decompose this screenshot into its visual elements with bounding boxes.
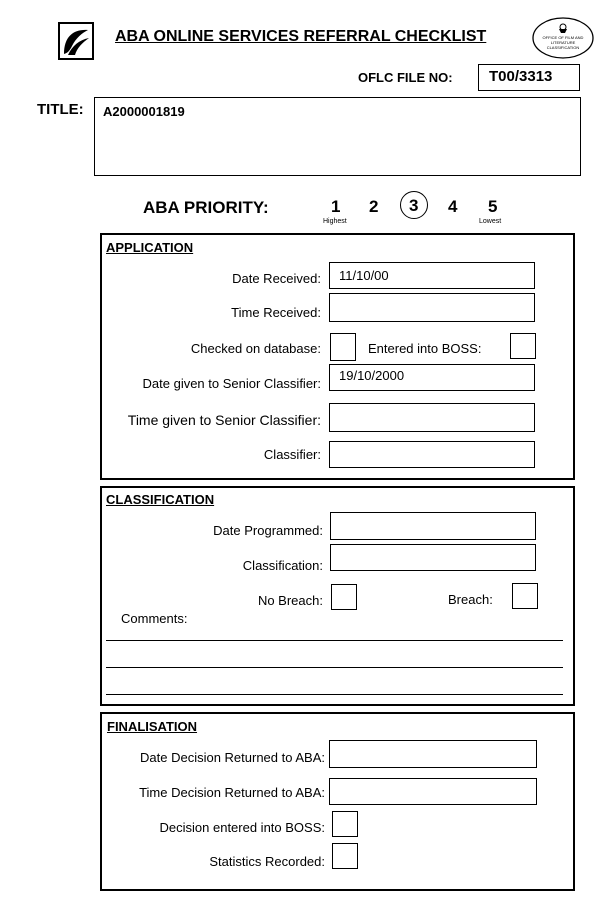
priority-option-3: 3 bbox=[409, 196, 419, 215]
priority-option-2[interactable]: 2 bbox=[369, 197, 379, 216]
statistics-recorded-label: Statistics Recorded: bbox=[209, 854, 325, 869]
comments-line-3[interactable] bbox=[106, 694, 563, 695]
checked-database-checkbox[interactable] bbox=[330, 333, 356, 361]
time-senior-classifier-field[interactable] bbox=[329, 403, 535, 432]
date-received-label: Date Received: bbox=[232, 271, 321, 286]
time-decision-returned-label: Time Decision Returned to ABA: bbox=[139, 785, 325, 800]
seal-text: OFFICE OF FILM AND LITERATURE CLASSIFICATION bbox=[542, 35, 584, 50]
checked-database-label: Checked on database: bbox=[190, 341, 321, 356]
priority-option-5[interactable]: 5 bbox=[488, 197, 498, 216]
no-breach-checkbox[interactable] bbox=[331, 584, 357, 610]
classifier-label: Classifier: bbox=[263, 447, 321, 462]
date-senior-classifier-value: 19/10/2000 bbox=[339, 368, 405, 383]
priority-label: ABA PRIORITY: bbox=[143, 198, 269, 217]
date-senior-classifier-label: Date given to Senior Classifier: bbox=[142, 376, 321, 391]
date-senior-classifier-field[interactable] bbox=[329, 364, 535, 391]
date-received-field[interactable] bbox=[329, 262, 535, 289]
entered-boss-checkbox[interactable] bbox=[510, 333, 536, 359]
title-field[interactable] bbox=[94, 97, 581, 176]
classification-heading: CLASSIFICATION bbox=[106, 492, 215, 507]
comments-line-2[interactable] bbox=[106, 667, 563, 668]
priority-option-4[interactable]: 4 bbox=[448, 197, 458, 216]
comments-label: Comments: bbox=[121, 611, 188, 626]
decision-boss-label: Decision entered into BOSS: bbox=[159, 820, 325, 835]
priority-lowest-label: Lowest bbox=[479, 218, 502, 225]
priority-option-1[interactable]: 1 bbox=[331, 197, 341, 216]
time-received-field[interactable] bbox=[329, 293, 535, 322]
breach-checkbox[interactable] bbox=[512, 583, 538, 609]
classifier-field[interactable] bbox=[329, 441, 535, 468]
form-title: ABA ONLINE SERVICES REFERRAL CHECKLIST bbox=[115, 28, 487, 45]
file-no-field[interactable] bbox=[478, 64, 580, 91]
title-label: TITLE: bbox=[37, 101, 84, 118]
time-received-label: Time Received: bbox=[231, 305, 321, 320]
date-programmed-field[interactable] bbox=[330, 512, 536, 540]
title-value: A2000001819 bbox=[103, 104, 185, 119]
finalisation-heading: FINALISATION bbox=[107, 719, 198, 734]
date-programmed-label: Date Programmed: bbox=[213, 523, 323, 538]
oflc-seal bbox=[532, 17, 594, 59]
date-received-value: 11/10/00 bbox=[339, 268, 389, 283]
entered-boss-label: Entered into BOSS: bbox=[368, 341, 482, 356]
priority-option-3-selected[interactable] bbox=[400, 191, 428, 219]
file-no-value: T00/3313 bbox=[489, 68, 553, 85]
no-breach-label: No Breach: bbox=[257, 593, 323, 608]
date-decision-returned-label: Date Decision Returned to ABA: bbox=[140, 750, 325, 765]
priority-highest-label: Highest bbox=[323, 218, 347, 225]
time-senior-classifier-label: Time given to Senior Classifier: bbox=[127, 412, 321, 428]
classification-field[interactable] bbox=[330, 544, 536, 571]
decision-boss-checkbox[interactable] bbox=[332, 811, 358, 837]
breach-label: Breach: bbox=[448, 592, 493, 607]
aba-logo bbox=[58, 22, 94, 60]
time-decision-returned-field[interactable] bbox=[329, 778, 537, 805]
statistics-recorded-checkbox[interactable] bbox=[332, 843, 358, 869]
date-decision-returned-field[interactable] bbox=[329, 740, 537, 768]
classification-label: Classification: bbox=[242, 558, 323, 573]
file-no-label: OFLC FILE NO: bbox=[358, 70, 453, 85]
application-heading: APPLICATION bbox=[106, 240, 194, 255]
comments-line-1[interactable] bbox=[106, 640, 563, 641]
aba-swirl-logo-icon bbox=[60, 24, 92, 58]
